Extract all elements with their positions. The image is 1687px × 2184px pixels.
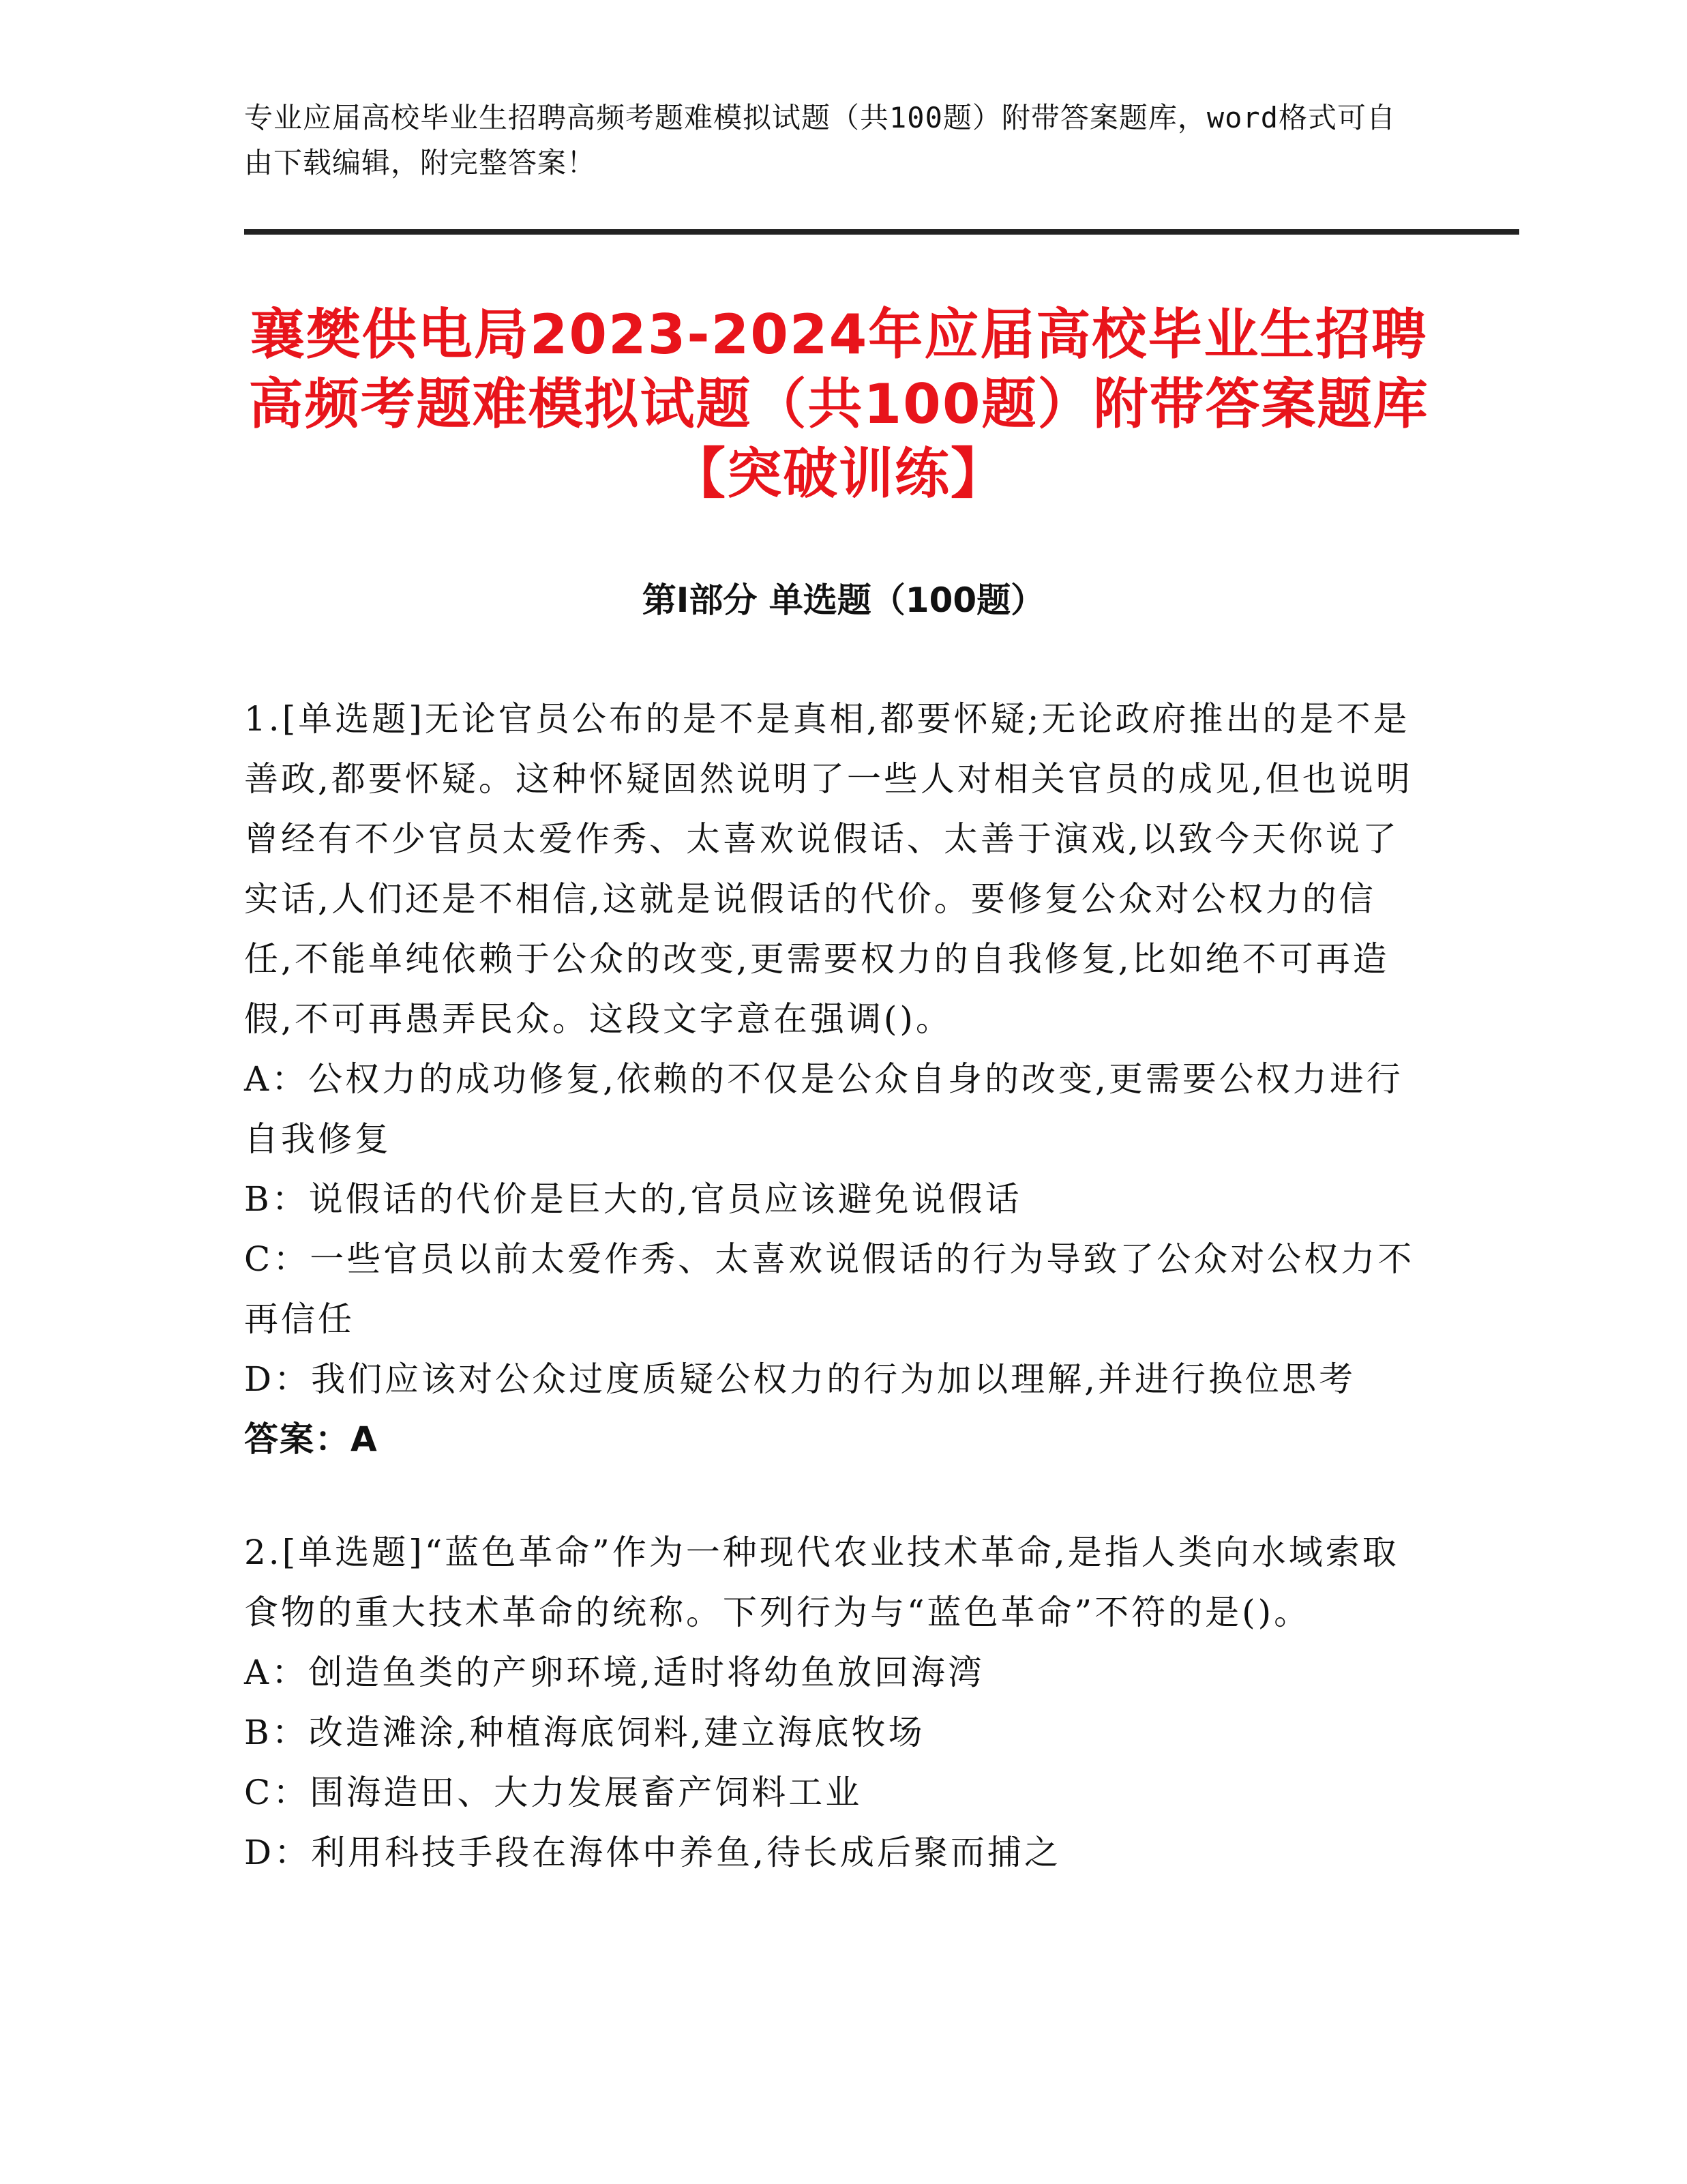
option-d: D：我们应该对公众过度质疑公权力的行为加以理解,并进行换位思考 xyxy=(244,1359,1356,1399)
question-stem: 2.[单选题]“蓝色革命”作为一种现代农业技术革命,是指人类向水域索取食物的重大技术革命的统称。下列行为与“蓝色革命”不符的是()。 xyxy=(244,1533,1399,1632)
answer-line: 答案：A xyxy=(244,1419,378,1459)
question-stem: 1.[单选题]无论官员公布的是不是真相,都要怀疑;无论政府推出的是不是善政,都要怀疑。这种怀疑固然说明了一些人对相关官员的成见,但也说明曾经有不少官员太爱作秀、太喜欢说假话、太善于演戏,以致今天你说了实话,人们还是不相信,这就是说假话的代价。要修复公众对公权力的信任,不能单纯依赖于公众的改变,更需要权力的自我修复,比如绝不可再造假,不可再愚弄民众。这段文字意在强调()。 xyxy=(244,699,1413,1039)
question-2 xyxy=(244,1522,1417,1883)
option-c: C：一些官员以前太爱作秀、太喜欢说假话的行为导致了公众对公权力不再信任 xyxy=(244,1239,1415,1339)
header-note: 专业应届高校毕业生招聘高频考题难模拟试题（共100题）附带答案题库，word格式可自由下载编辑，附完整答案！ xyxy=(244,101,1397,179)
question-1 xyxy=(244,689,1417,1469)
option-a: A：创造鱼类的产卵环境,适时将幼鱼放回海湾 xyxy=(244,1653,985,1692)
option-c: C：围海造田、大力发展畜产饲料工业 xyxy=(244,1773,863,1812)
document-title: 襄樊供电局2023-2024年应届高校毕业生招聘高频考题难模拟试题（共100题）附带答案题库【突破训练】 xyxy=(248,303,1429,505)
option-b: B：说假话的代价是巨大的,官员应该避免说假话 xyxy=(244,1179,1022,1219)
option-b: B：改造滩涂,种植海底饲料,建立海底牧场 xyxy=(244,1713,925,1752)
option-a: A：公权力的成功修复,依赖的不仅是公众自身的改变,更需要公权力进行自我修复 xyxy=(244,1059,1403,1159)
option-d: D：利用科技手段在海体中养鱼,待长成后聚而捕之 xyxy=(244,1833,1061,1872)
section-title: 第Ⅰ部分 单选题（100题） xyxy=(642,580,1045,620)
header-divider xyxy=(244,229,1519,235)
